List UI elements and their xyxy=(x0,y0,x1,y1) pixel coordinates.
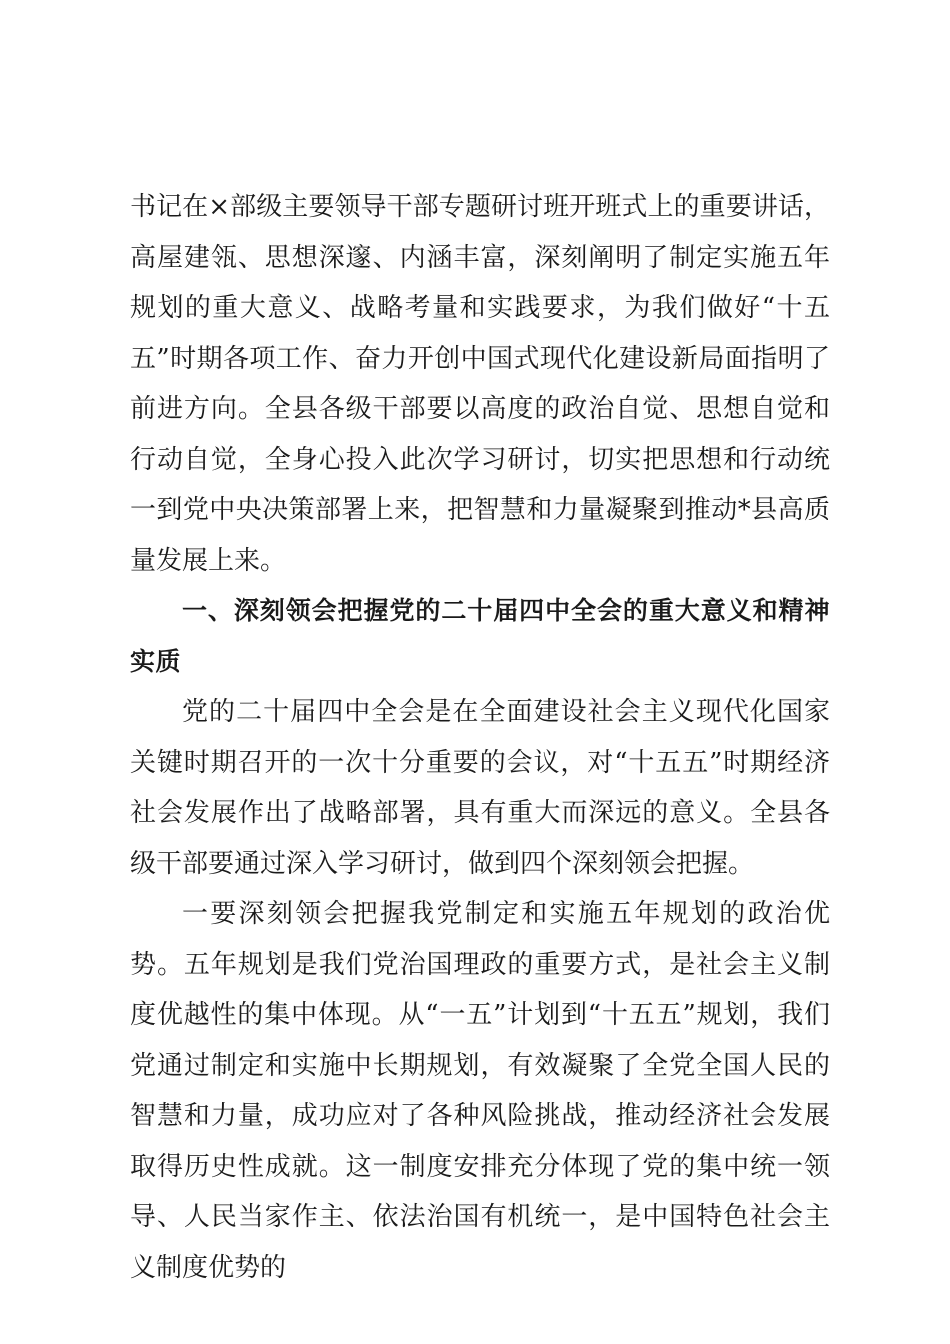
document-body xyxy=(130,182,830,1293)
section-paragraph-1: 党的二十届四中全会是在全面建设社会主义现代化国家关键时期召开的一次十分重要的会议，对“十五五”时期经济社会发展作出了战略部署，具有重大而深远的意义。全县各级干部要通过深入学习研讨，做到四个深刻领会把握。 xyxy=(130,697,830,879)
section-heading: 一、深刻领会把握党的二十届四中全会的重大意义和精神实质 xyxy=(130,596,830,676)
section-paragraph-2: 一要深刻领会把握我党制定和实施五年规划的政治优势。五年规划是我们党治国理政的重要方式，是社会主义制度优越性的集中体现。从“一五”计划到“十五五”规划，我们党通过制定和实施中长期规划，有效凝聚了全党全国人民的智慧和力量，成功应对了各种风险挑战，推动经济社会发展取得历史性成就。这一制度安排充分体现了党的集中统一领导、人民当家作主、依法治国有机统一，是中国特色社会主义制度优势的 xyxy=(130,899,830,1283)
opening-paragraph: 书记在×部级主要领导干部专题研讨班开班式上的重要讲话，高屋建瓴、思想深邃、内涵丰富，深刻阐明了制定实施五年规划的重大意义、战略考量和实践要求，为我们做好“十五五”时期各项工作、奋力开创中国式现代化建设新局面指明了前进方向。全县各级干部要以高度的政治自觉、思想自觉和行动自觉，全身心投入此次学习研讨，切实把思想和行动统一到党中央决策部署上来，把智慧和力量凝聚到推动*县高质量发展上来。 xyxy=(130,192,830,576)
